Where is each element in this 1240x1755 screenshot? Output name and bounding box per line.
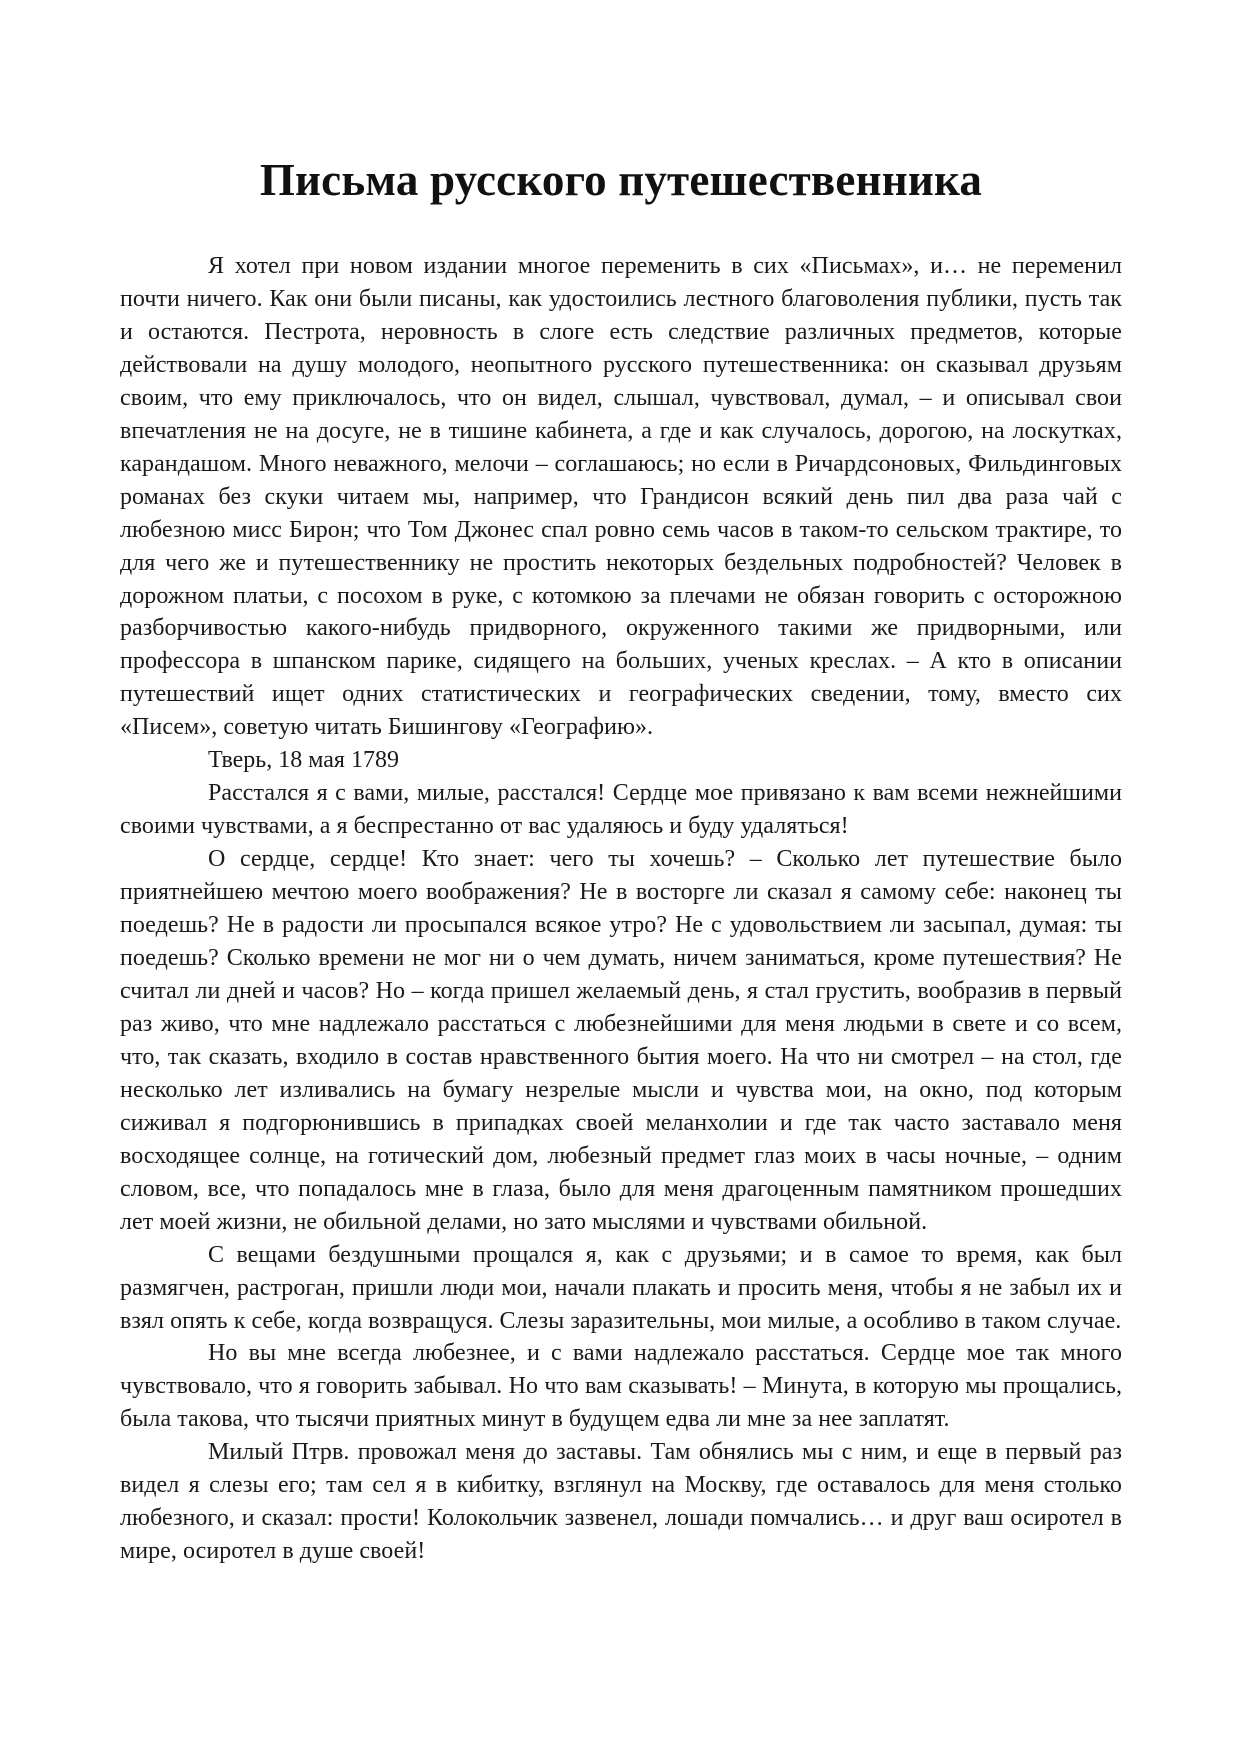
paragraph-things: С вещами бездушными прощался я, как с друзьями; и в самое то время, как был размягчен, растроган, пришли люди мои, начали плакать и просить меня, чтобы я не забыл их и взял опять к себе, когда возвращуся. Слезы заразительны, мои милые, а особливо в таком случае. (120, 1241, 1122, 1334)
paragraph-departure: Милый Птрв. провожал меня до заставы. Там обнялись мы с ним, и еще в первый раз видел я слезы его; там сел я в кибитку, взглянул на Москву, где оставалось для меня столько любезного, и сказал: прости! Колокольчик зазвенел, лошади помчались… и друг ваш осиротел в мире, осиротел в душе своей! (120, 1439, 1122, 1565)
paragraph-heart: О сердце, сердце! Кто знает: чего ты хочешь? – Сколько лет путешествие было приятнейшею мечтою моего воображения? Не в восторге ли сказал я самому себе: наконец ты поедешь? Не в радости ли просыпался всякое утро? Не с удовольствием ли засыпал, думая: ты поедешь? Сколько времени не мог ни о чем думать, ничем заниматься, кроме путешествия? Не считал ли дней и часов? Но – когда пришел желаемый день, я стал грустить, вообразив в первый раз живо, что мне надлежало расстаться с любезнейшими для меня людьми в свете и со всем, что, так сказать, входило в состав нравственного бытия моего. На что ни смотрел – на стол, где несколько лет изливались на бумагу незрелые мысли и чувства мои, на окно, под которым сиживал я подгорюнившись в припадках своей меланхолии и где так часто заставало меня восходящее солнце, на готический дом, любезный предмет глаз моих в часы ночные, – одним словом, все, что попадалось мне в глаза, было для меня драгоценным памятником прошедших лет моей жизни, не обильной делами, но зато мыслями и чувствами обильной. (120, 846, 1122, 1235)
paragraph-farewell: Расстался я с вами, милые, расстался! Сердце мое привязано к вам всеми нежнейшими своими чувствами, а я беспрестанно от вас удаляюсь и буду удаляться! (120, 780, 1122, 840)
document-page (120, 0, 1122, 1568)
paragraph-preface: Я хотел при новом издании многое переменить в сих «Письмах», и… не переменил почти ничего. Как они были писаны, как удостоились лестного благоволения публики, пусть так и остаются. Пестрота, неровность в слоге есть следствие различных предметов, которые действовали на душу молодого, неопытного русского путешественника: он сказывал друзьям своим, что ему приключалось, что он видел, слышал, чувствовал, думал, – и описывал свои впечатления не на досуге, не в тишине кабинета, а где и как случалось, дорогою, на лоскутках, карандашом. Много неважного, мелочи – соглашаюсь; но если в Ричардсоновых, Фильдинговых романах без скуки читаем мы, например, что Грандисон всякий день пил два раза чай с любезною мисс Бирон; что Том Джонес спал ровно семь часов в таком-то сельском трактире, то для чего же и путешественнику не простить некоторых бездельных подробностей? Человек в дорожном платьи, с посохом в руке, с котомкою за плечами не обязан говорить с осторожною разборчивостью какого-нибудь придворного, окруженного такими же придворными, или профессора в шпанском парике, сидящего на больших, ученых креслах. – А кто в описании путешествий ищет одних статистических и географических сведении, тому, вместо сих «Писем», советую читать Бишингову «Географию». (120, 253, 1122, 741)
dateline: Тверь, 18 мая 1789 (208, 747, 399, 774)
document-title: Письма русского путешественника (259, 155, 983, 205)
paragraph-parting: Но вы мне всегда любезнее, и с вами надлежало расстаться. Сердце мое так много чувствовало, что я говорить забывал. Но что вам сказывать! – Минута, в которую мы прощались, была такова, что тысячи приятных минут в будущем едва ли мне за нее заплатят. (120, 1340, 1122, 1433)
document-body (120, 250, 1122, 1568)
